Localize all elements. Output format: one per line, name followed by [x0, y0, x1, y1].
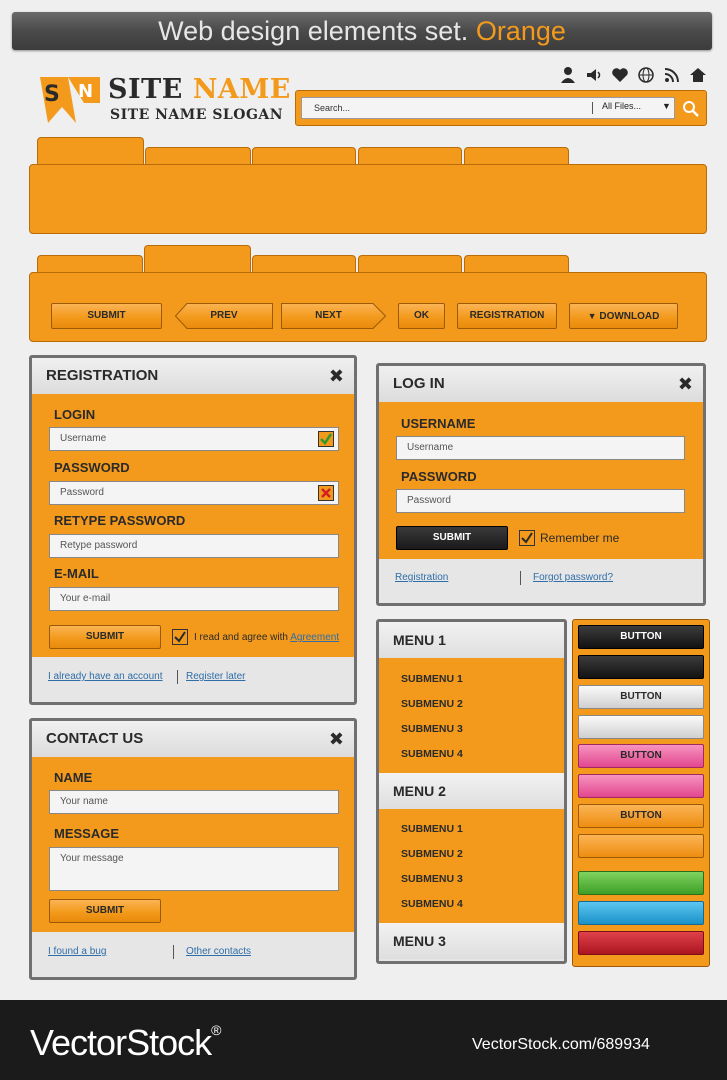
registration-link[interactable]: Registration [395, 572, 449, 583]
username-label: USERNAME [401, 416, 476, 431]
black-button-plain[interactable] [578, 655, 704, 679]
user-icon[interactable] [559, 66, 577, 84]
footer-logo-a: Vector [30, 1022, 127, 1063]
submenu-item[interactable]: SUBMENU 1 [401, 823, 463, 835]
green-button[interactable] [578, 871, 704, 895]
contact-form [32, 757, 354, 932]
rss-icon[interactable] [663, 66, 681, 84]
contact-header [32, 721, 354, 757]
site-name-part-a: SITE [108, 74, 183, 105]
registration-button[interactable]: REGISTRATION [457, 303, 557, 329]
footer-logo-reg: ® [211, 1022, 221, 1038]
register-later-link[interactable]: Register later [186, 671, 246, 682]
agreement-link[interactable]: Agreement [290, 632, 340, 643]
black-button[interactable]: BUTTON [578, 625, 704, 649]
invalid-x-icon [318, 485, 334, 501]
submenu-item[interactable]: SUBMENU 3 [401, 723, 463, 735]
retype-password-field[interactable]: Retype password [49, 534, 339, 558]
email-label: E-MAIL [54, 566, 99, 581]
contact-title: CONTACT US [46, 730, 144, 747]
search-input[interactable]: Search... [301, 97, 675, 119]
close-icon[interactable]: ✖ [328, 366, 344, 386]
download-label: DOWNLOAD [599, 311, 660, 322]
silver-button[interactable]: BUTTON [578, 685, 704, 709]
retype-password-label: RETYPE PASSWORD [54, 513, 186, 528]
silver-button-plain[interactable] [578, 715, 704, 739]
menu-item-1[interactable]: MENU 1 [379, 622, 564, 658]
top-icon-bar [559, 66, 709, 86]
login-label: LOGIN [54, 407, 96, 422]
chevron-down-icon[interactable]: ▼ [662, 101, 671, 111]
globe-icon[interactable] [637, 66, 655, 84]
pink-button-plain[interactable] [578, 774, 704, 798]
footer-divider [177, 670, 178, 684]
submenu-item[interactable]: SUBMENU 2 [401, 848, 463, 860]
other-contacts-link[interactable]: Other contacts [186, 946, 252, 957]
site-name[interactable] [108, 74, 291, 105]
blue-button[interactable] [578, 901, 704, 925]
submenu-item[interactable]: SUBMENU 4 [401, 898, 463, 910]
home-icon[interactable] [689, 66, 707, 84]
double-chevron-down-icon: ▼ [587, 311, 597, 321]
svg-text:S: S [44, 82, 60, 107]
submenu-group-2 [379, 809, 564, 923]
red-button[interactable] [578, 931, 704, 955]
registration-submit-button[interactable]: SUBMIT [49, 625, 161, 649]
pink-button[interactable]: BUTTON [578, 744, 704, 768]
search-filter-select[interactable]: All Files... [602, 101, 642, 111]
registration-footer [32, 657, 354, 702]
message-label: MESSAGE [54, 826, 120, 841]
login-form [379, 402, 703, 560]
download-button[interactable] [569, 303, 678, 329]
title-accent: Orange [475, 16, 566, 46]
password-label: PASSWORD [401, 469, 477, 484]
speaker-icon[interactable] [585, 66, 603, 84]
close-icon[interactable]: ✖ [677, 374, 693, 394]
prev-button[interactable] [175, 303, 273, 329]
orange-button-plain[interactable] [578, 834, 704, 858]
registration-form [32, 394, 354, 657]
heart-icon[interactable] [611, 66, 629, 84]
search-bar [295, 90, 707, 126]
footer-logo-b: Stock [126, 1022, 212, 1063]
tab-2-active[interactable] [144, 245, 251, 275]
submenu-item[interactable]: SUBMENU 2 [401, 698, 463, 710]
button-styles-panel [572, 619, 710, 967]
footer-image-id: VectorStock.com/689934 [472, 1036, 650, 1053]
next-label: NEXT [315, 310, 342, 321]
registration-title: REGISTRATION [46, 367, 159, 384]
username-field[interactable]: Username [396, 436, 685, 460]
password-field[interactable]: Password [396, 489, 685, 513]
submenu-item[interactable]: SUBMENU 1 [401, 673, 463, 685]
footer-logo [30, 1022, 220, 1064]
menu-item-3[interactable]: MENU 3 [379, 923, 564, 959]
login-submit-button[interactable] [396, 526, 508, 550]
menu-item-2[interactable]: MENU 2 [379, 773, 564, 809]
site-name-part-b: NAME [192, 74, 291, 105]
footer-divider [173, 945, 174, 959]
orange-button[interactable]: BUTTON [578, 804, 704, 828]
site-logo[interactable] [38, 73, 102, 125]
login-title: LOG IN [393, 375, 445, 392]
valid-check-icon [318, 431, 334, 447]
tab-1-active[interactable] [37, 137, 144, 167]
logo-mark-icon [38, 73, 102, 125]
name-label: NAME [54, 770, 93, 785]
submit-button[interactable]: SUBMIT [51, 303, 162, 329]
search-divider [592, 102, 593, 114]
contact-panel [29, 718, 357, 980]
already-have-account-link[interactable]: I already have an account [48, 671, 163, 682]
close-icon[interactable]: ✖ [328, 729, 344, 749]
page-title [12, 12, 712, 50]
side-menu [376, 619, 567, 964]
username-field[interactable]: Username [49, 427, 339, 451]
email-field[interactable]: Your e-mail [49, 587, 339, 611]
agree-checkbox[interactable] [172, 629, 188, 645]
svg-text:N: N [78, 81, 94, 102]
remember-checkbox[interactable] [519, 530, 535, 546]
title-text: Web design elements set. [158, 16, 469, 46]
registration-panel [29, 355, 357, 705]
ok-button[interactable]: OK [398, 303, 445, 329]
message-field[interactable]: Your message [49, 847, 339, 891]
search-icon[interactable] [681, 99, 701, 119]
forgot-password-link[interactable]: Forgot password? [533, 572, 614, 583]
prev-label: PREV [210, 310, 238, 321]
password-label: PASSWORD [54, 460, 130, 475]
agree-text [194, 632, 339, 643]
login-panel [376, 363, 706, 606]
name-field[interactable]: Your name [49, 790, 339, 814]
contact-submit-button[interactable]: SUBMIT [49, 899, 161, 923]
site-slogan: SITE NAME SLOGAN [110, 107, 284, 123]
password-field[interactable]: Password [49, 481, 339, 505]
remember-me-label: Remember me [540, 531, 620, 545]
agree-label: I read and agree with [194, 632, 288, 643]
found-bug-link[interactable]: I found a bug [48, 946, 107, 957]
submenu-item[interactable]: SUBMENU 3 [401, 873, 463, 885]
login-footer [379, 559, 703, 603]
submenu-item[interactable]: SUBMENU 4 [401, 748, 463, 760]
registration-header [32, 358, 354, 394]
submenu-group-1 [379, 658, 564, 773]
tab-panel-1-body [29, 164, 707, 234]
next-button[interactable] [281, 303, 386, 329]
login-header [379, 366, 703, 402]
tab-panel-1 [29, 137, 707, 234]
login-submit-label: SUBMIT [432, 532, 472, 543]
footer-divider [520, 571, 521, 585]
contact-footer [32, 932, 354, 977]
